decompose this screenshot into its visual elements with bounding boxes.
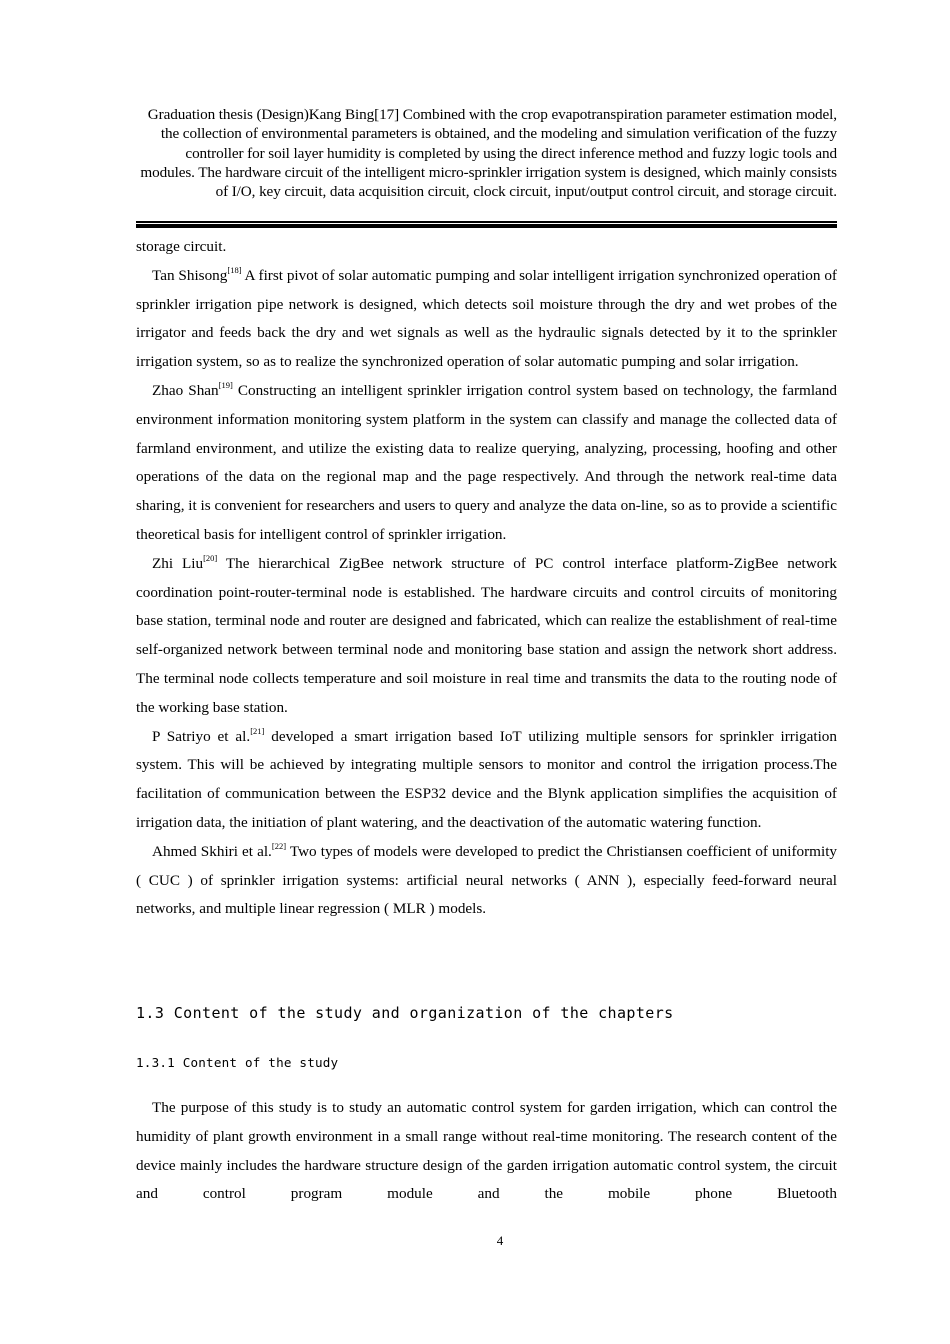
paragraph-text: Constructing an intelligent sprinkler irrigation control system based on technology, the farmland environment information monitoring system platform in the system can classify and manage the collected data of farmland environment, and utilize the existing data to realize querying, analyzing, processing, hoofing and other operations of the data on the regional map and the page respectively. And through the network real-time data sharing, it is convenient for researchers and users to query and analyze the data on-line, so as to provide a scientific theoretical basis for intelligent control of sprinkler irrigation.	[136, 381, 837, 543]
page-number: 4	[496, 1233, 504, 1248]
continuation-paragraph: storage circuit.	[136, 238, 227, 255]
paragraph-text: The hierarchical ZigBee network structure of PC control interface platform-ZigBee network coordination point-router-terminal node is established. The hardware circuits and control circuits of monitoring base station, terminal node and router are designed and fabricated, which can realize the establishment of real-time self-organized network between terminal node and monitoring base station and assign the network short address. The terminal node collects temperature and soil moisture in real time and transmits the data to the routing node of the working base station.	[136, 554, 837, 716]
citation-ref: [20]	[203, 552, 218, 563]
header-divider-thin-line	[136, 221, 837, 223]
section-heading: 1.3 Content of the study and organization of the chapters	[136, 1004, 674, 1022]
section-paragraph: The purpose of this study is to study an automatic control system for garden irrigation, which can control the humidity of plant growth environment in a small range without real-time monitoring. The research content of the device mainly includes the hardware structure design of the garden irrigation automatic control system, the circuit and control program module and the mobile phone Bluetooth	[136, 1099, 837, 1203]
paragraph-text: A first pivot of solar automatic pumping and solar intelligent irrigation synchronized operation of sprinkler irrigation pipe network is designed, which detects soil moisture through the dry and wet probes of the irrigator and feeds back the dry and wet signals as well as the hydraulic signals detected by it to the sprinkler irrigation system, so as to realize the synchronized operation of solar automatic pumping and solar irrigation.	[136, 266, 837, 371]
citation-ref: [21]	[250, 725, 265, 736]
citation-author: Ahmed Skhiri et al.	[152, 842, 272, 860]
body-text	[136, 233, 837, 924]
paragraph-zhao-shan	[136, 377, 837, 550]
citation-author: Zhao Shan	[152, 381, 219, 399]
paragraph-tan-shisong	[136, 262, 837, 377]
paragraph-zhi-liu	[136, 550, 837, 723]
citation-author: P Satriyo et al.	[152, 727, 251, 745]
section-body-text	[136, 1094, 837, 1209]
subsection-heading: 1.3.1 Content of the study	[136, 1055, 339, 1070]
paragraph-text: Two types of models were developed to predict the Christiansen coefficient of uniformity ( CUC ) of sprinkler irrigation systems: artificial neural networks ( ANN ), especially feed-forward neural networks, and multiple linear regression ( MLR ) models.	[136, 842, 838, 918]
citation-author: Zhi Liu	[152, 554, 204, 572]
paragraph-p-satriyo	[136, 723, 837, 838]
paragraph-ahmed-skhiri	[136, 838, 837, 924]
citation-ref: [22]	[271, 840, 287, 851]
paragraph-text: developed a smart irrigation based IoT utilizing multiple sensors for sprinkler irrigation system. This will be achieved by integrating multiple sensors to monitor and control the irrigation process.The facilitation of communication between the ESP32 device and the Blynk application simplifies the acquisition of irrigation data, the initiation of plant watering, and the deactivation of the automatic watering function.	[136, 727, 837, 831]
citation-ref: [18]	[227, 264, 242, 275]
running-header: Graduation thesis (Design)Kang Bing[17] Combined with the crop evapotranspiration parameter estimation model, the collection of environmental parameters is obtained, and the modeling and simulation verification of the fuzzy controller for soil layer humidity is completed by using the direct inference method and fuzzy logic tools and modules. The hardware circuit of the intelligent micro-sprinkler irrigation system is designed, which mainly consists of I/O, key circuit, data acquisition circuit, clock circuit, input/output control circuit, and storage circuit.	[140, 106, 837, 201]
header-divider	[136, 221, 837, 228]
citation-author: Tan Shisong	[152, 266, 228, 284]
citation-ref: [19]	[218, 379, 233, 390]
header-divider-thick-line	[136, 224, 837, 228]
